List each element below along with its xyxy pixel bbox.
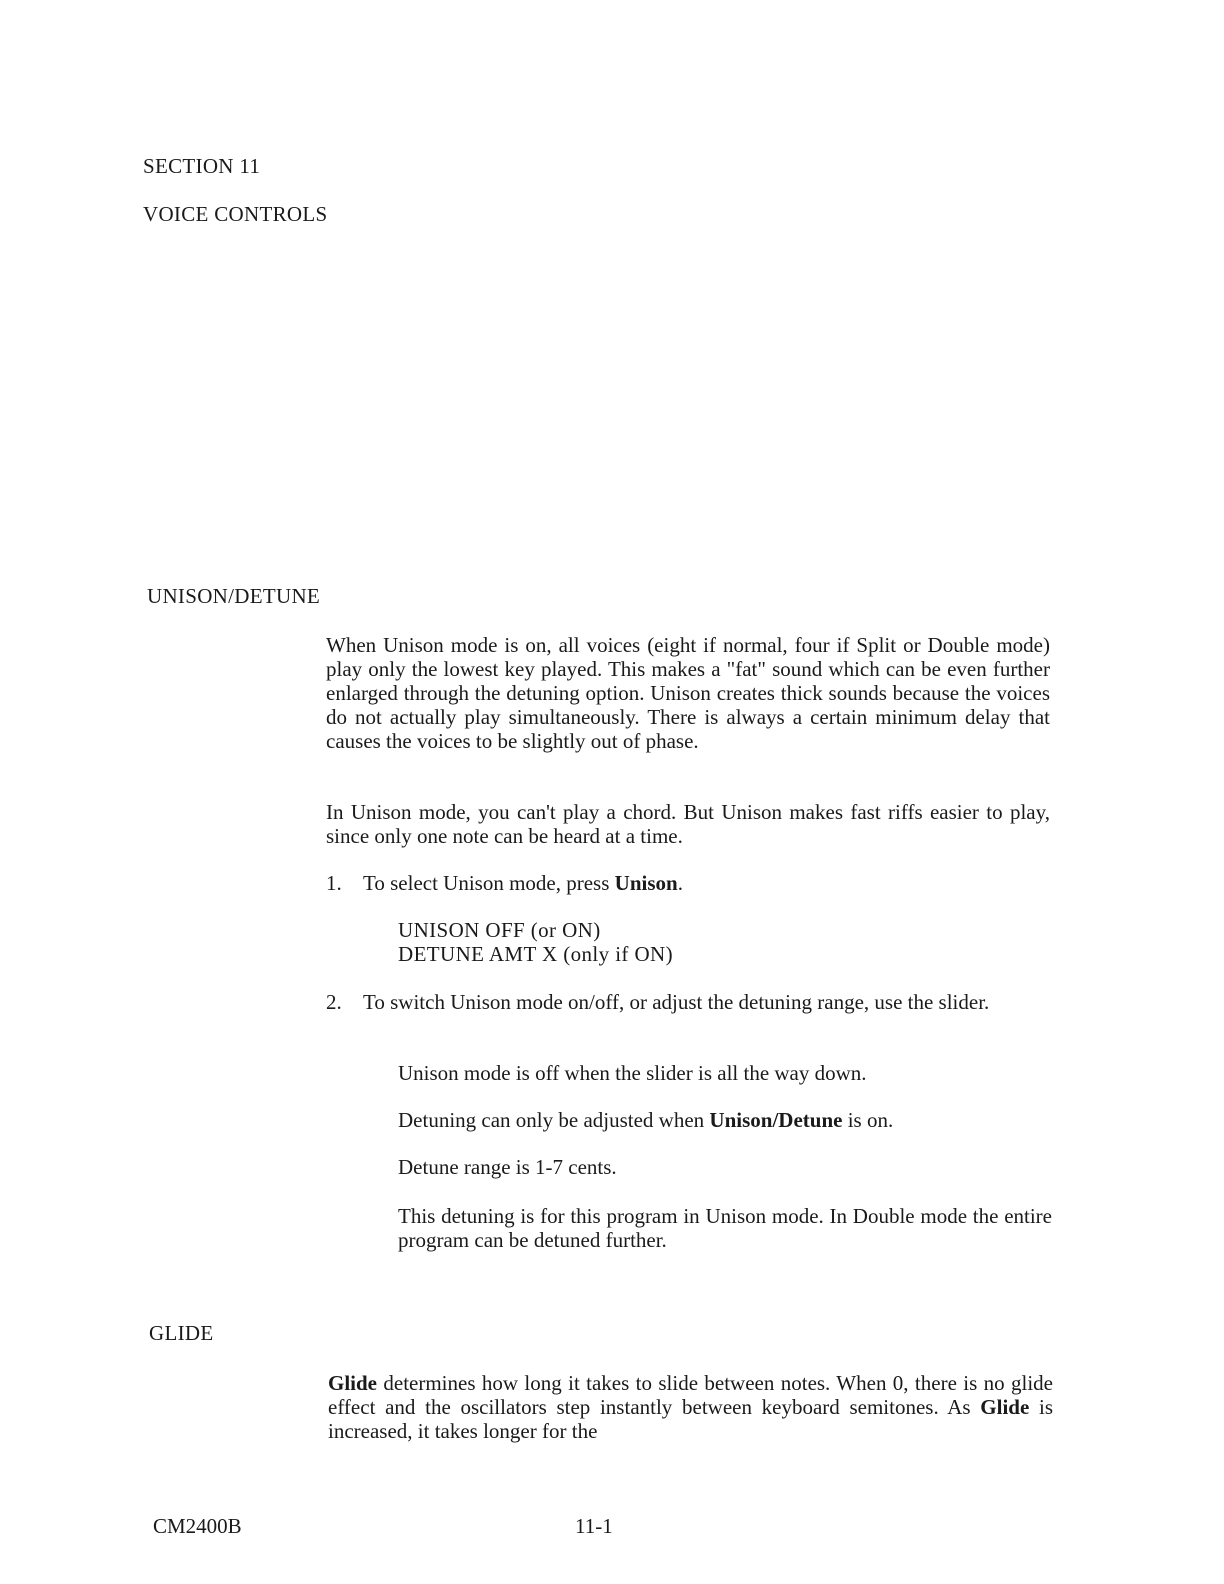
section-title: VOICE CONTROLS	[143, 202, 328, 226]
glide-ref-2: Glide	[980, 1395, 1030, 1419]
note-2-after: is on.	[842, 1108, 894, 1132]
unison-note-4: This detuning is for this program in Unison mode. In Double mode the entire program can be detuned further.	[398, 1204, 1052, 1252]
step-1-text	[363, 871, 1050, 895]
unison-heading: UNISON/DETUNE	[147, 584, 321, 608]
glide-text-1: determines how long it takes to slide between notes. When 0, there is no glide effect and the oscillators step instantly between keyboard semitones. As	[328, 1371, 1053, 1419]
unison-paragraph-1: When Unison mode is on, all voices (eight if normal, four if Split or Double mode) play only the lowest key played. This makes a "fat" sound which can be even further enlarged through the detuning option. Unison creates thick sounds because the voices do not actually play simultaneously. There is always a certain minimum delay that causes the voices to be slightly out of phase.	[326, 633, 1050, 753]
footer-doc-code: CM2400B	[153, 1514, 242, 1538]
step-2-text: To switch Unison mode on/off, or adjust the detuning range, use the slider.	[363, 990, 990, 1014]
step-2	[326, 990, 1050, 1038]
step-1-text-after: .	[677, 871, 683, 895]
step-1-number: 1.	[326, 871, 342, 895]
glide-paragraph	[328, 1371, 1053, 1443]
step-1	[326, 871, 1050, 895]
glide-text-2: is increased, it takes longer for the	[328, 1395, 1053, 1443]
glide-ref-1: Glide	[328, 1371, 378, 1395]
display-line-2: DETUNE AMT X (only if ON)	[398, 942, 674, 966]
step-2-number: 2.	[326, 990, 342, 1014]
step-1-text-before: To select Unison mode, press	[363, 871, 615, 895]
unison-button-ref: Unison	[614, 871, 678, 895]
unison-paragraph-2: In Unison mode, you can't play a chord. But Unison makes fast riffs easier to play, since only one note can be heard at a time.	[326, 800, 1050, 848]
note-2-before: Detuning can only be adjusted when	[398, 1108, 710, 1132]
display-line-1: UNISON OFF (or ON)	[398, 918, 601, 942]
unison-note-1: Unison mode is off when the slider is all the way down.	[398, 1061, 867, 1085]
glide-heading: GLIDE	[149, 1321, 214, 1345]
section-number: SECTION 11	[143, 154, 261, 178]
unison-detune-ref: Unison/Detune	[709, 1108, 843, 1132]
unison-note-2	[398, 1108, 1052, 1132]
footer-page-number: 11-1	[575, 1514, 613, 1538]
unison-note-3: Detune range is 1-7 cents.	[398, 1155, 617, 1179]
